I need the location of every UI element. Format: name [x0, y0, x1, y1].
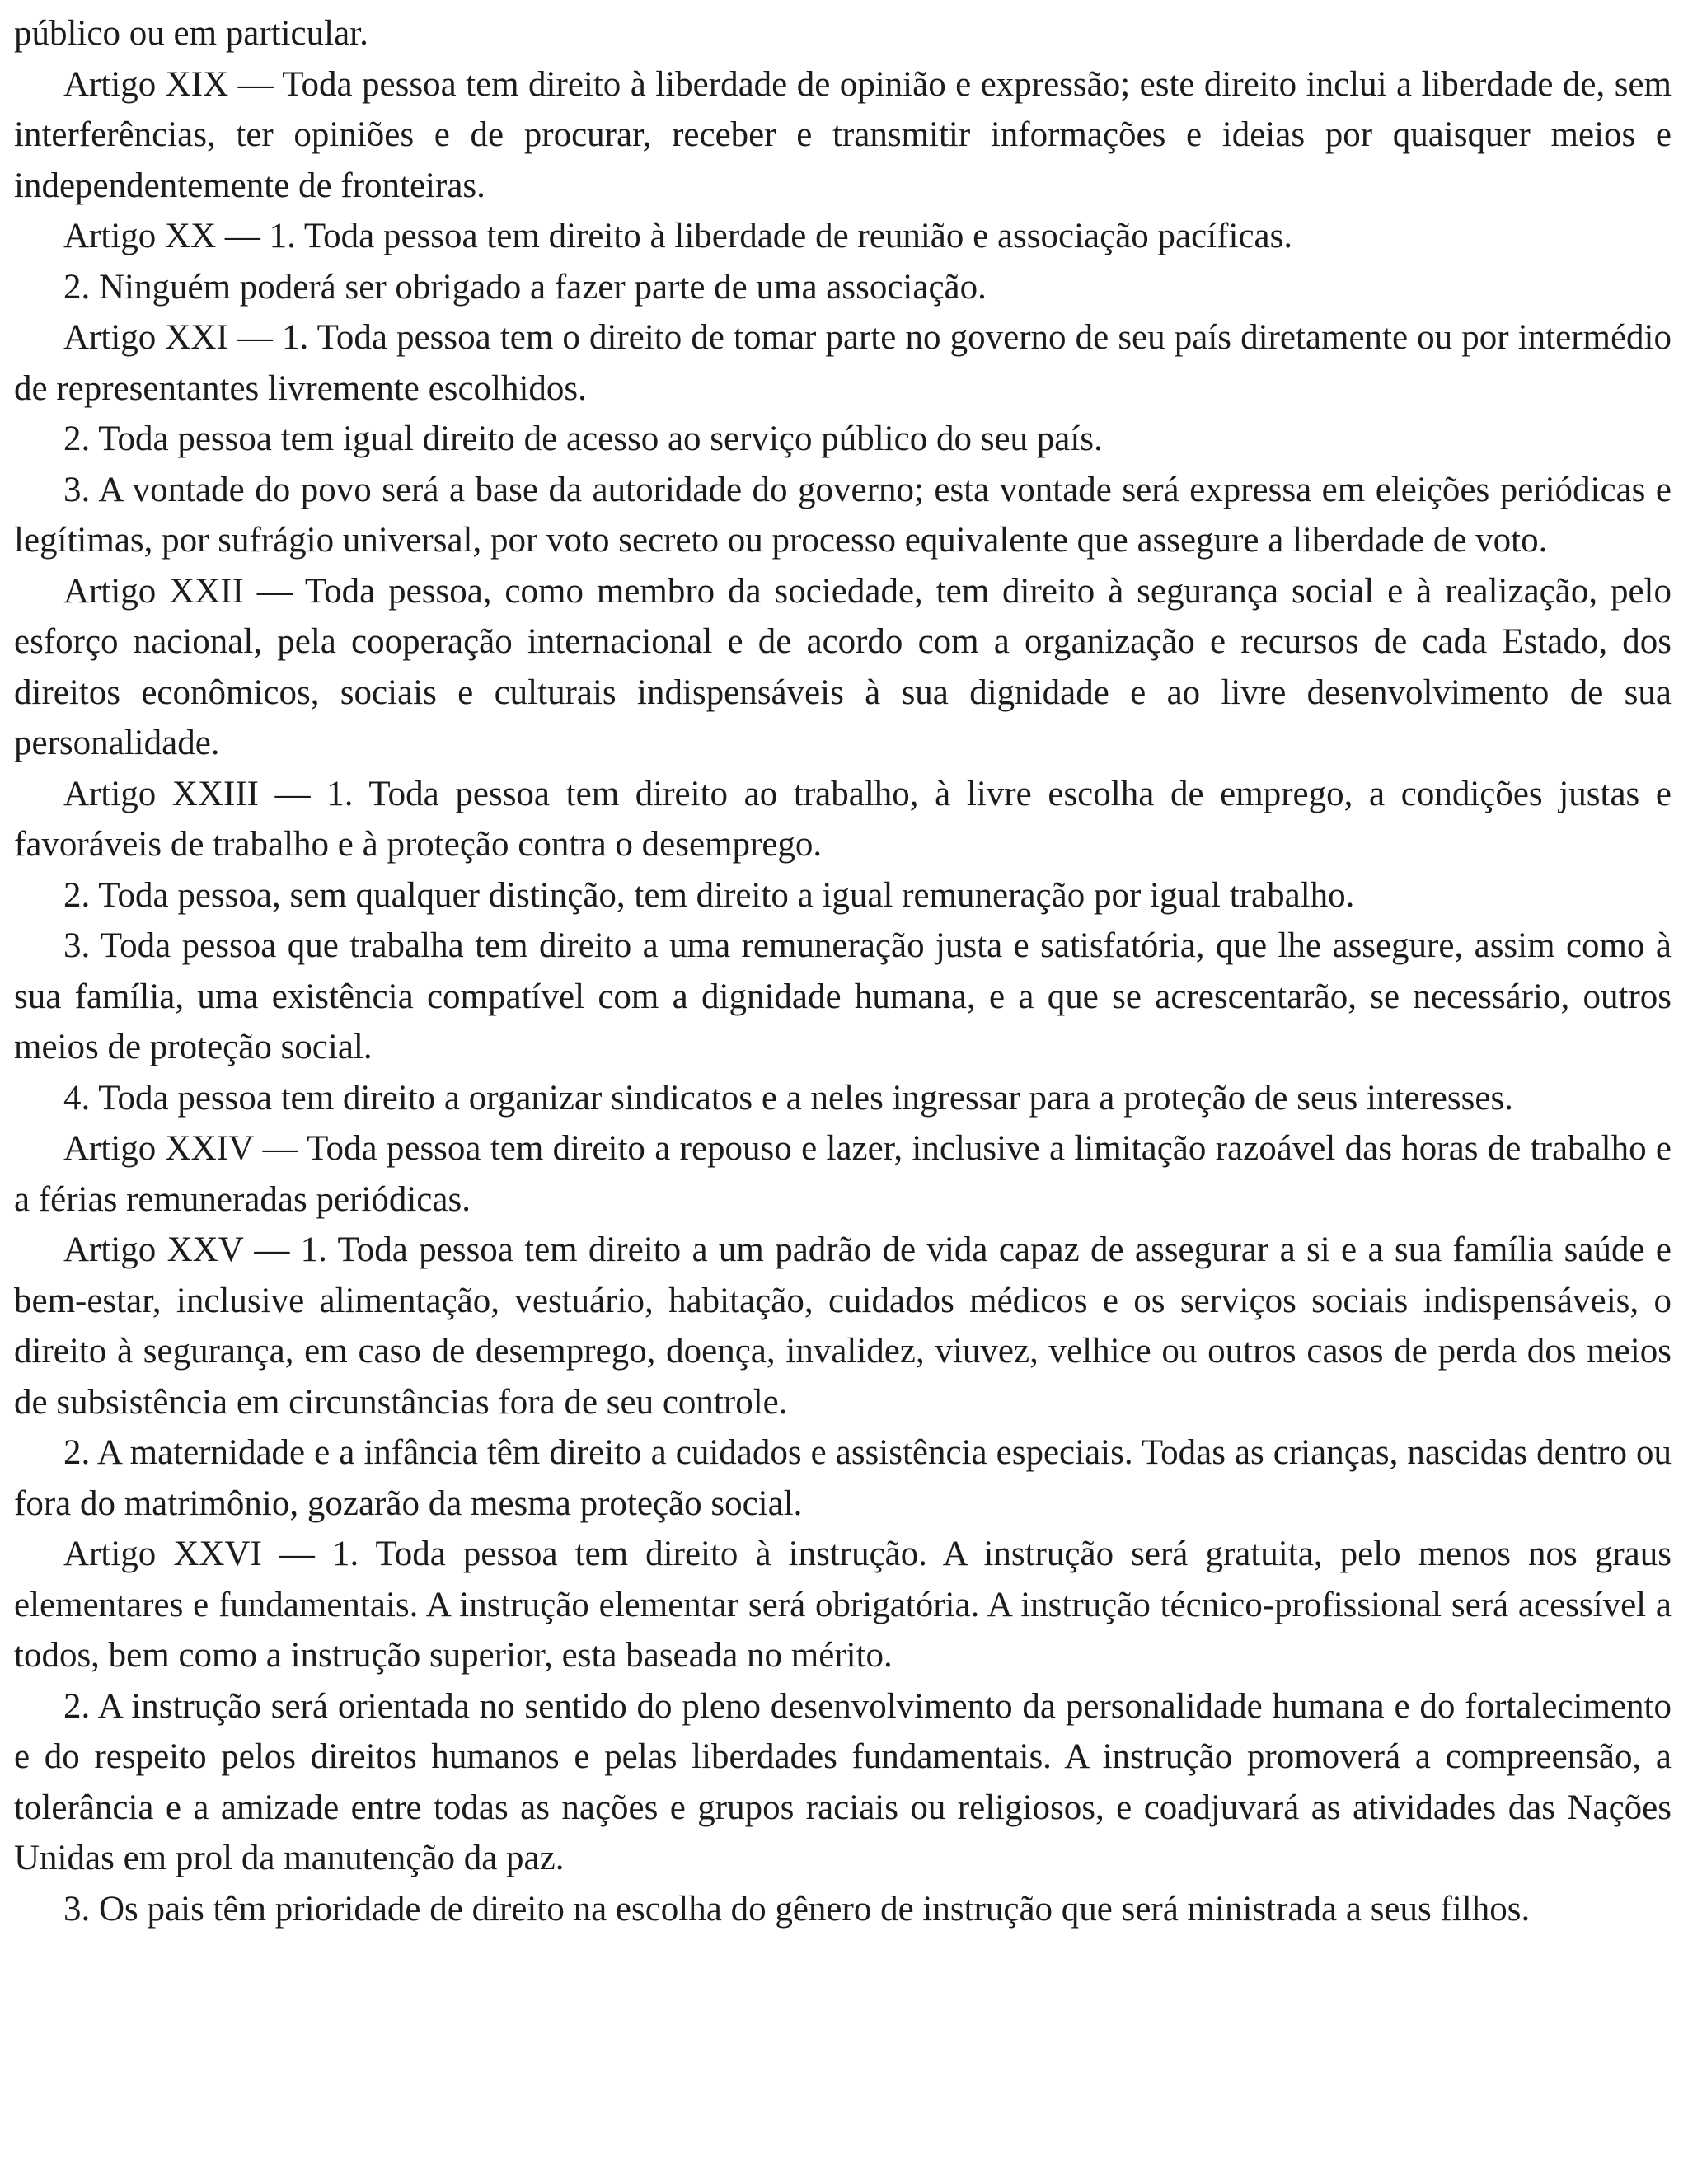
paragraph-article-23-3: 3. Toda pessoa que trabalha tem direito a uma remuneração justa e satisfatória, que lhe assegure, assim como à sua família, uma existência compatível com a dignidade humana, e a que se acrescentarão, se necessário, outros meios de proteção social. [14, 926, 1672, 1066]
paragraph-article-26-3: 3. Os pais têm prioridade de direito na escolha do gênero de instrução que será ministrada a seus filhos. [63, 1889, 1531, 1929]
paragraph-article-20-2: 2. Ninguém poderá ser obrigado a fazer parte de uma associação. [63, 267, 987, 307]
paragraph-continuation: público ou em particular. [14, 14, 368, 53]
paragraph-article-21-2: 2. Toda pessoa tem igual direito de acesso ao serviço público do seu país. [63, 419, 1103, 458]
paragraph-article-26-1: Artigo XXVI — 1. Toda pessoa tem direito à instrução. A instrução será gratuita, pelo menos nos graus elementares e fundamentais. A instrução elementar será obrigatória. A instrução técnico-profissional será acessível a todos, bem como a instrução superior, esta baseada no mérito. [14, 1535, 1672, 1675]
paragraph-article-22: Artigo XXII — Toda pessoa, como membro da sociedade, tem direito à segurança social e à realização, pelo esforço nacional, pela cooperação internacional e de acordo com a organização e recursos de cada Estado, dos direitos econômicos, sociais e culturais indispensáveis à sua dignidade e ao livre desenvolvimento de sua personalidade. [14, 571, 1672, 762]
paragraph-article-23-2: 2. Toda pessoa, sem qualquer distinção, tem direito a igual remuneração por igual trabalho. [63, 875, 1355, 915]
paragraph-article-25-1: Artigo XXV — 1. Toda pessoa tem direito a um padrão de vida capaz de assegurar a si e a sua família saúde e bem-estar, inclusive alimentação, vestuário, habitação, cuidados médicos e os serviços sociais indispensáveis, o direito à segurança, em caso de desemprego, doença, invalidez, viuvez, velhice ou outros casos de perda dos meios de subsistência em circunstâncias fora de seu controle. [14, 1230, 1672, 1422]
paragraph-article-26-2: 2. A instrução será orientada no sentido do pleno desenvolvimento da personalidade humana e do fortalecimento e do respeito pelos direitos humanos e pelas liberdades fundamentais. A instrução promoverá a compreensão, a tolerância e a amizade entre todas as nações e grupos raciais ou religiosos, e coadjuvará as atividades das Nações Unidas em prol da manutenção da paz. [14, 1686, 1672, 1877]
paragraph-article-19: Artigo XIX — Toda pessoa tem direito à liberdade de opinião e expressão; este direito inclui a liberdade de, sem interferências, ter opiniões e de procurar, receber e transmitir informações e ideias por quaisquer meios e independentemente de fronteiras. [14, 64, 1672, 205]
paragraph-article-25-2: 2. A maternidade e a infância têm direito a cuidados e assistência especiais. Todas as crianças, nascidas dentro ou fora do matrimônio, gozarão da mesma proteção social. [14, 1433, 1672, 1523]
paragraph-article-23-4: 4. Toda pessoa tem direito a organizar sindicatos e a neles ingressar para a proteção de seus interesses. [63, 1078, 1513, 1118]
paragraph-article-23-1: Artigo XXIII — 1. Toda pessoa tem direito ao trabalho, à livre escolha de emprego, a condições justas e favoráveis de trabalho e à proteção contra o desemprego. [14, 774, 1672, 864]
paragraph-article-24: Artigo XXIV — Toda pessoa tem direito a repouso e lazer, inclusive a limitação razoável das horas de trabalho e a férias remuneradas periódicas. [14, 1129, 1672, 1219]
paragraph-article-21-3: 3. A vontade do povo será a base da autoridade do governo; esta vontade será expressa em eleições periódicas e legítimas, por sufrágio universal, por voto secreto ou processo equivalente que assegure a liberdade de voto. [14, 470, 1672, 560]
paragraph-article-20-1: Artigo XX — 1. Toda pessoa tem direito à liberdade de reunião e associação pacíficas. [63, 217, 1293, 255]
paragraph-article-21-1: Artigo XXI — 1. Toda pessoa tem o direito de tomar parte no governo de seu país diretamente ou por intermédio de representantes livremente escolhidos. [14, 318, 1672, 408]
